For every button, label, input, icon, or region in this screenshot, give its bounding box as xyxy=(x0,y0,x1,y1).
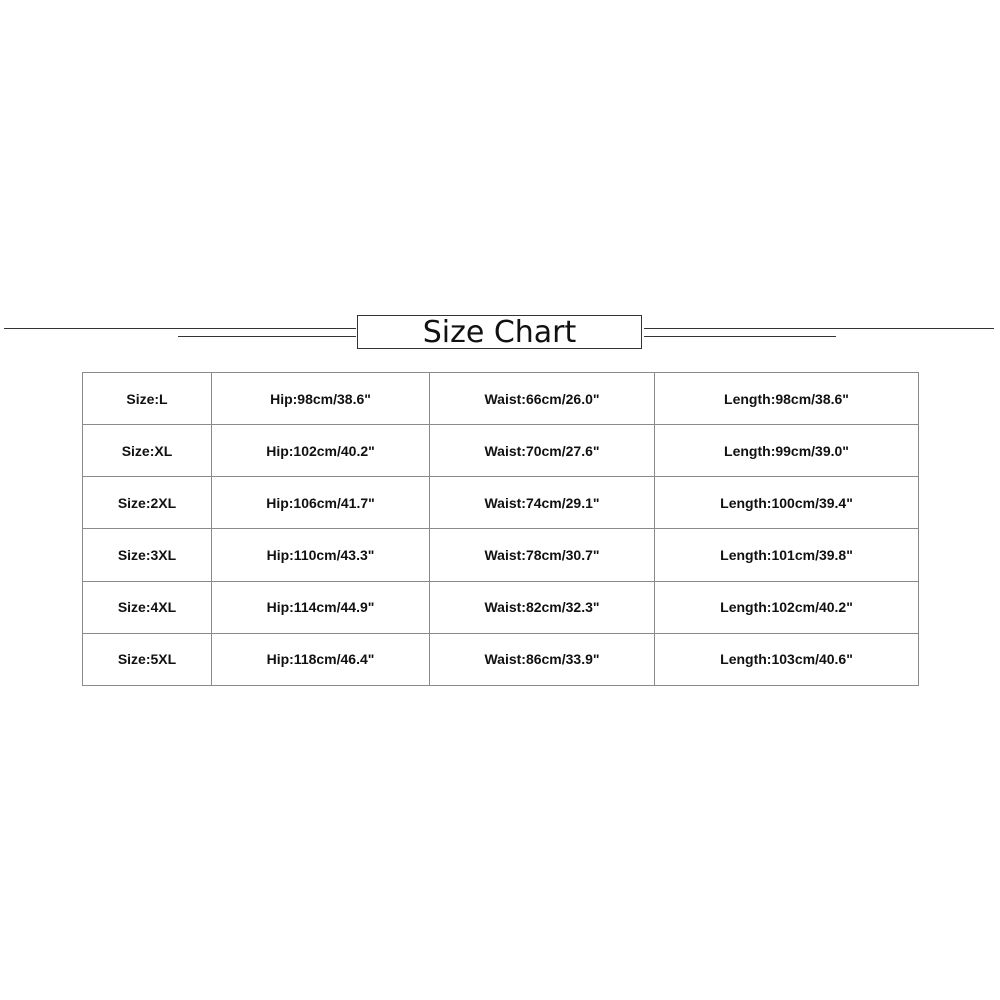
size-cell: Size:3XL xyxy=(83,529,212,581)
waist-cell: Waist:66cm/26.0" xyxy=(430,373,655,425)
length-cell: Length:98cm/38.6" xyxy=(655,373,919,425)
table-row xyxy=(83,425,919,477)
length-cell: Length:102cm/40.2" xyxy=(655,581,919,633)
size-cell: Size:2XL xyxy=(83,477,212,529)
hip-cell: Hip:114cm/44.9" xyxy=(212,581,430,633)
size-cell: Size:4XL xyxy=(83,581,212,633)
title-rule-right-outer xyxy=(644,328,994,329)
table-row xyxy=(83,633,919,685)
hip-cell: Hip:110cm/43.3" xyxy=(212,529,430,581)
page-title: Size Chart xyxy=(422,315,577,350)
table-row xyxy=(83,477,919,529)
length-cell: Length:99cm/39.0" xyxy=(655,425,919,477)
hip-cell: Hip:98cm/38.6" xyxy=(212,373,430,425)
waist-cell: Waist:82cm/32.3" xyxy=(430,581,655,633)
title-rule-left-outer xyxy=(4,328,356,329)
length-cell: Length:103cm/40.6" xyxy=(655,633,919,685)
title-rule-left-inner xyxy=(178,336,356,337)
size-cell: Size:L xyxy=(83,373,212,425)
table-row xyxy=(83,581,919,633)
hip-cell: Hip:118cm/46.4" xyxy=(212,633,430,685)
size-cell: Size:5XL xyxy=(83,633,212,685)
title-box xyxy=(357,315,642,349)
table-row xyxy=(83,529,919,581)
title-rule-right-inner xyxy=(644,336,836,337)
table-row xyxy=(83,373,919,425)
size-table xyxy=(82,372,919,686)
hip-cell: Hip:106cm/41.7" xyxy=(212,477,430,529)
length-cell: Length:100cm/39.4" xyxy=(655,477,919,529)
size-cell: Size:XL xyxy=(83,425,212,477)
waist-cell: Waist:78cm/30.7" xyxy=(430,529,655,581)
hip-cell: Hip:102cm/40.2" xyxy=(212,425,430,477)
length-cell: Length:101cm/39.8" xyxy=(655,529,919,581)
waist-cell: Waist:74cm/29.1" xyxy=(430,477,655,529)
waist-cell: Waist:86cm/33.9" xyxy=(430,633,655,685)
waist-cell: Waist:70cm/27.6" xyxy=(430,425,655,477)
